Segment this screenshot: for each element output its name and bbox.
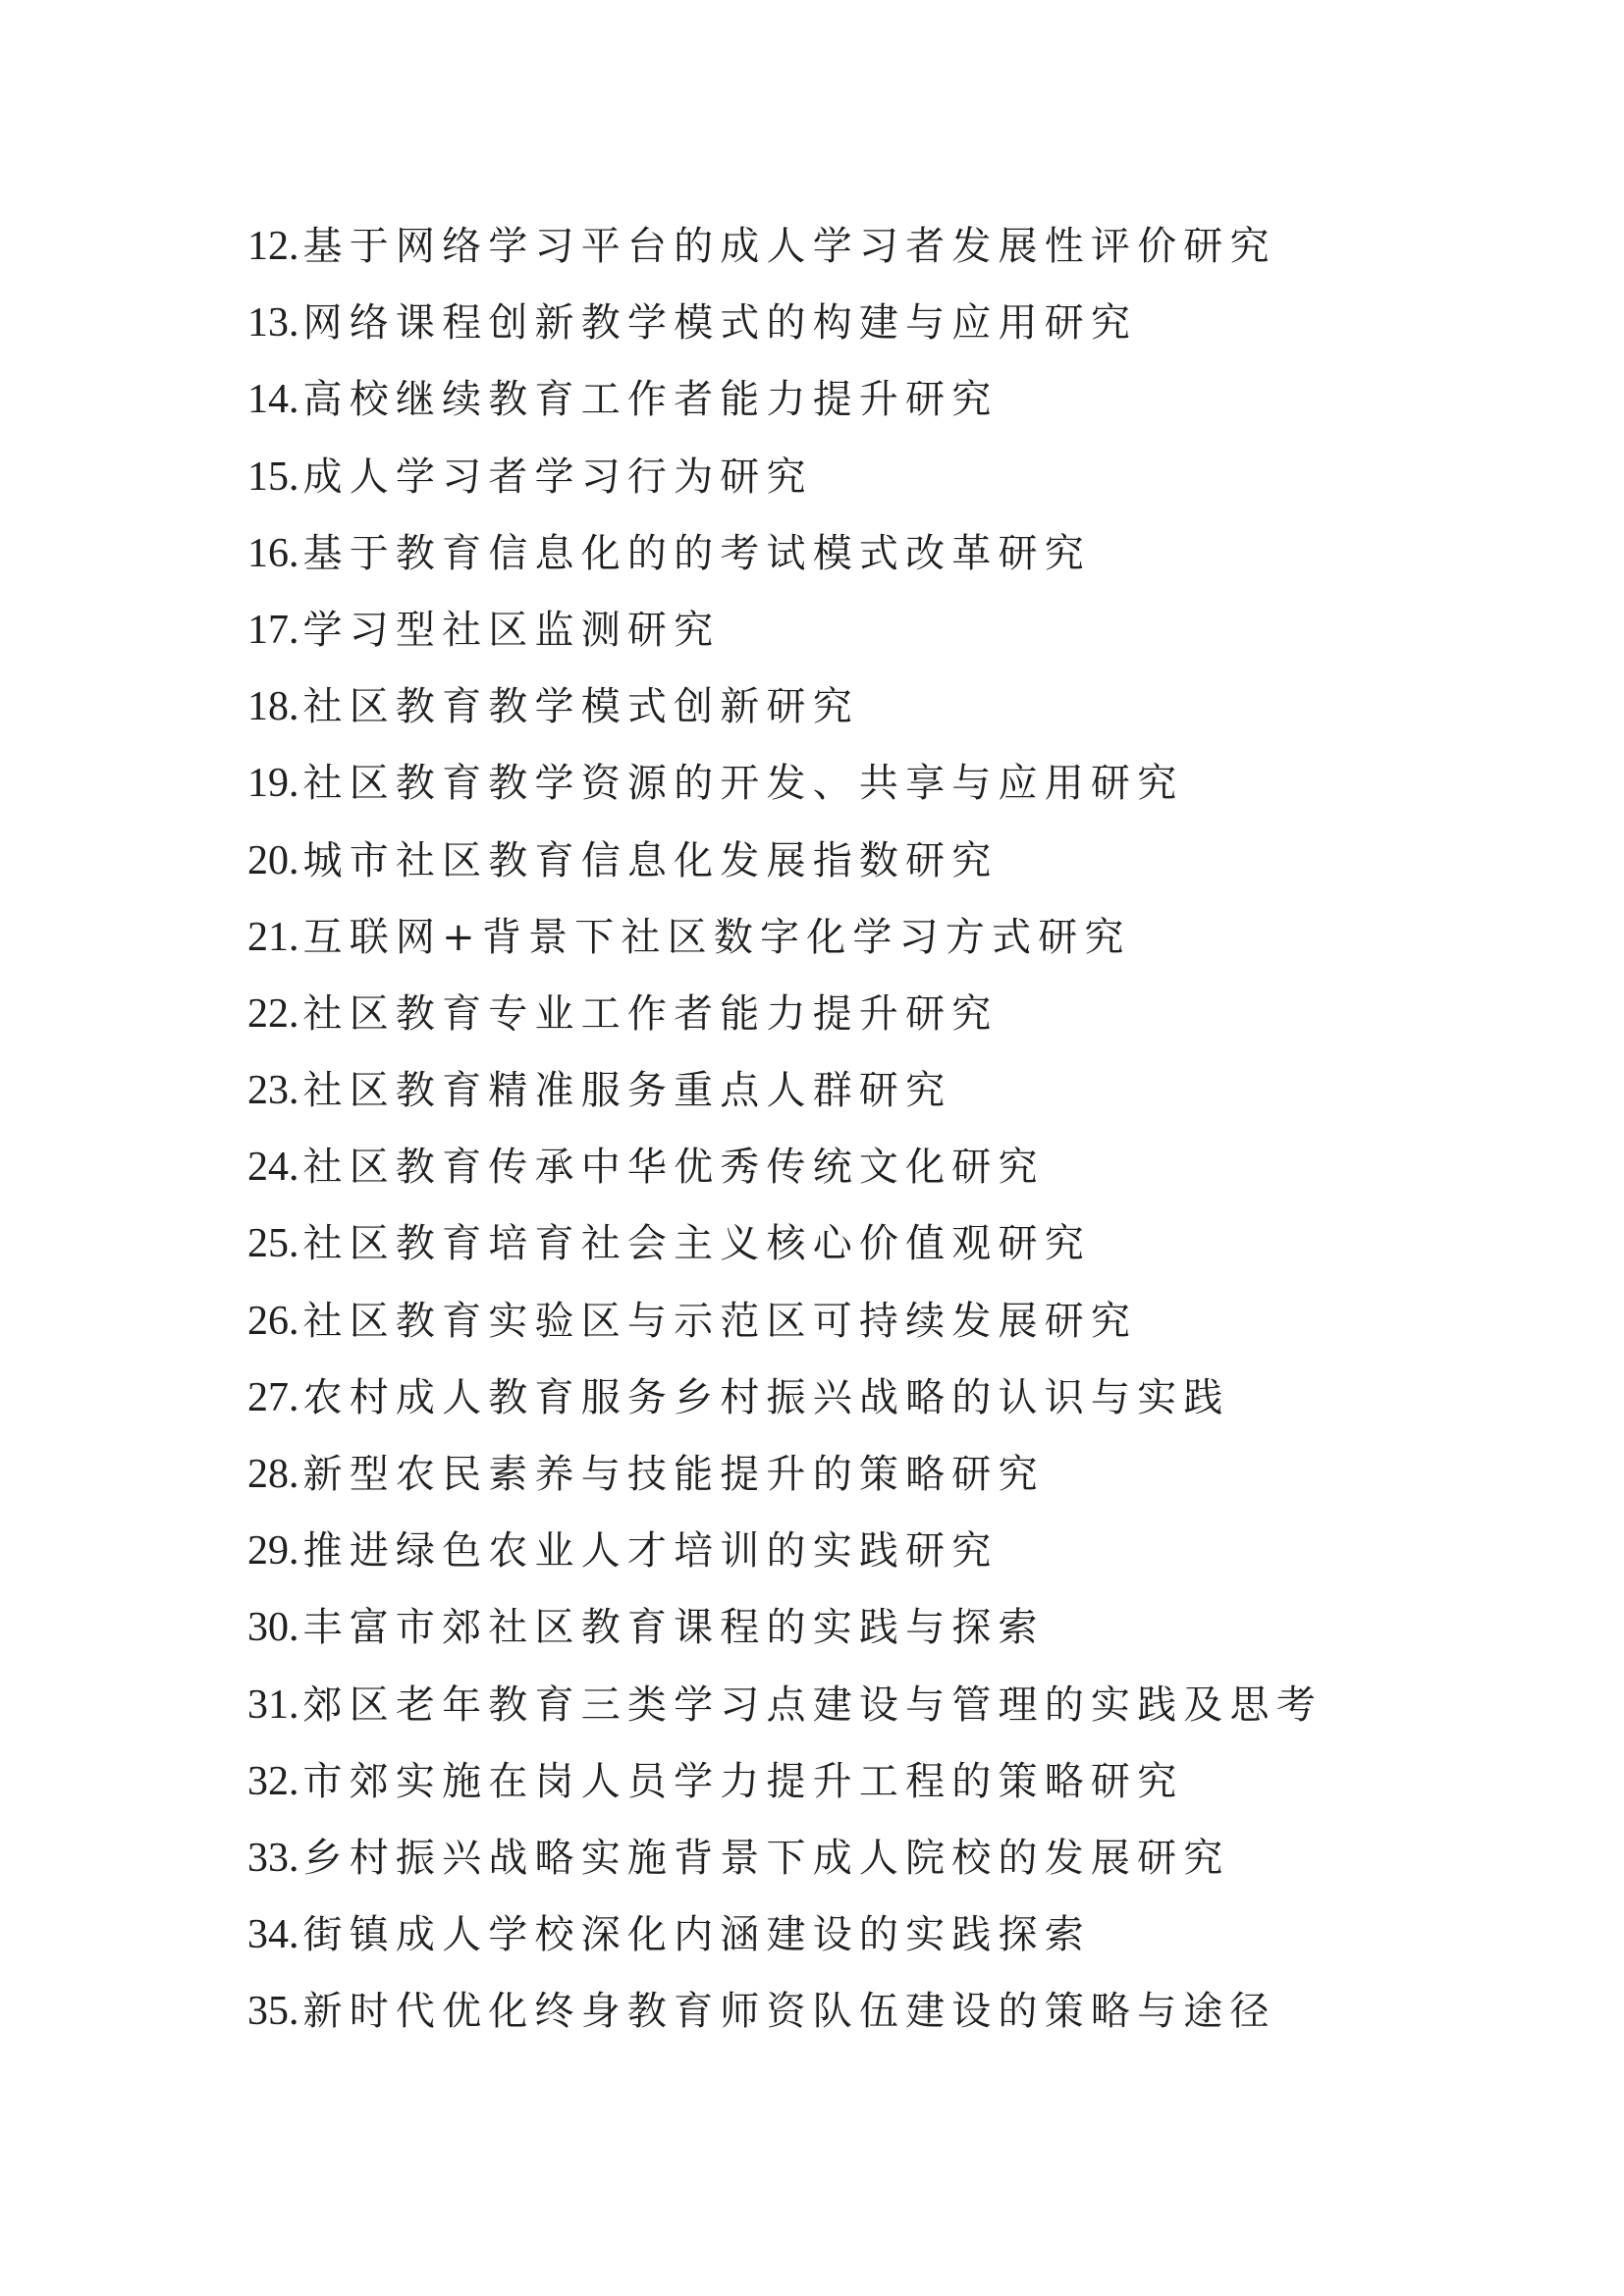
- item-title: 市郊实施在岗人员学力提升工程的策略研究: [302, 1758, 1184, 1804]
- item-number: 34.: [247, 1912, 299, 1958]
- list-item: [247, 1904, 1323, 1981]
- item-number: 16.: [247, 530, 299, 576]
- item-number: 20.: [247, 837, 299, 883]
- list-item: [247, 1751, 1323, 1828]
- item-title: 城市社区教育信息化发展指数研究: [302, 837, 999, 883]
- item-title: 社区教育传承中华优秀传统文化研究: [302, 1145, 1045, 1191]
- item-title: 基于网络学习平台的成人学习者发展性评价研究: [302, 224, 1276, 269]
- item-number: 25.: [247, 1221, 299, 1267]
- list-item: [247, 984, 1323, 1060]
- item-title: 社区教育培育社会主义核心价值观研究: [302, 1221, 1091, 1267]
- item-title: 推进绿色农业人才培训的实践研究: [302, 1528, 999, 1575]
- item-number: 28.: [247, 1452, 299, 1497]
- list-item: [247, 369, 1323, 446]
- item-title: 新型农民素养与技能提升的策略研究: [302, 1452, 1045, 1497]
- list-item: [247, 216, 1323, 293]
- item-title: 社区教育实验区与示范区可持续发展研究: [302, 1298, 1138, 1344]
- item-number: 13.: [247, 300, 299, 347]
- item-number: 18.: [247, 684, 299, 730]
- item-number: 26.: [247, 1298, 299, 1344]
- list-item: [247, 1137, 1323, 1213]
- list-item: [247, 907, 1323, 984]
- list-item: [247, 1367, 1323, 1444]
- list-item: [247, 1213, 1323, 1290]
- item-title: 社区教育精准服务重点人群研究: [302, 1068, 952, 1114]
- item-title: 互联网+背景下社区数字化学习方式研究: [302, 914, 1131, 960]
- item-title: 郊区老年教育三类学习点建设与管理的实践及思考: [302, 1682, 1323, 1728]
- list-item: [247, 447, 1323, 523]
- list-item: [247, 1291, 1323, 1367]
- list-item: [247, 1981, 1323, 2057]
- item-title: 丰富市郊社区教育课程的实践与探索: [302, 1605, 1045, 1651]
- item-title: 学习型社区监测研究: [302, 607, 721, 653]
- item-number: 19.: [247, 761, 299, 807]
- item-number: 35.: [247, 1989, 299, 2035]
- topic-list: [247, 216, 1323, 2058]
- list-item: [247, 1444, 1323, 1521]
- item-title: 社区教育教学资源的开发、共享与应用研究: [302, 761, 1184, 807]
- item-number: 32.: [247, 1758, 299, 1804]
- item-title: 网络课程创新教学模式的构建与应用研究: [302, 300, 1138, 347]
- item-number: 27.: [247, 1374, 299, 1420]
- list-item: [247, 293, 1323, 369]
- list-item: [247, 1060, 1323, 1137]
- item-number: 14.: [247, 377, 299, 423]
- item-number: 31.: [247, 1682, 299, 1728]
- item-number: 24.: [247, 1145, 299, 1191]
- item-number: 30.: [247, 1605, 299, 1651]
- item-number: 17.: [247, 607, 299, 653]
- item-title: 成人学习者学习行为研究: [302, 454, 813, 500]
- item-title: 社区教育教学模式创新研究: [302, 684, 859, 730]
- list-item: [247, 1521, 1323, 1597]
- item-title: 社区教育专业工作者能力提升研究: [302, 990, 999, 1037]
- list-item: [247, 1597, 1323, 1674]
- item-title: 街镇成人学校深化内涵建设的实践探索: [302, 1912, 1091, 1958]
- item-number: 23.: [247, 1068, 299, 1114]
- item-number: 15.: [247, 454, 299, 500]
- list-item: [247, 1828, 1323, 1904]
- item-title: 乡村振兴战略实施背景下成人院校的发展研究: [302, 1835, 1230, 1881]
- item-number: 22.: [247, 990, 299, 1037]
- item-number: 33.: [247, 1835, 299, 1881]
- item-title: 高校继续教育工作者能力提升研究: [302, 377, 999, 423]
- item-title: 新时代优化终身教育师资队伍建设的策略与途径: [302, 1989, 1276, 2035]
- list-item: [247, 600, 1323, 676]
- item-number: 12.: [247, 224, 299, 269]
- item-number: 29.: [247, 1528, 299, 1575]
- item-number: 21.: [247, 914, 299, 960]
- list-item: [247, 676, 1323, 753]
- list-item: [247, 830, 1323, 907]
- list-item: [247, 753, 1323, 829]
- list-item: [247, 1675, 1323, 1751]
- list-item: [247, 523, 1323, 600]
- item-title: 基于教育信息化的的考试模式改革研究: [302, 530, 1091, 576]
- item-title: 农村成人教育服务乡村振兴战略的认识与实践: [302, 1374, 1230, 1420]
